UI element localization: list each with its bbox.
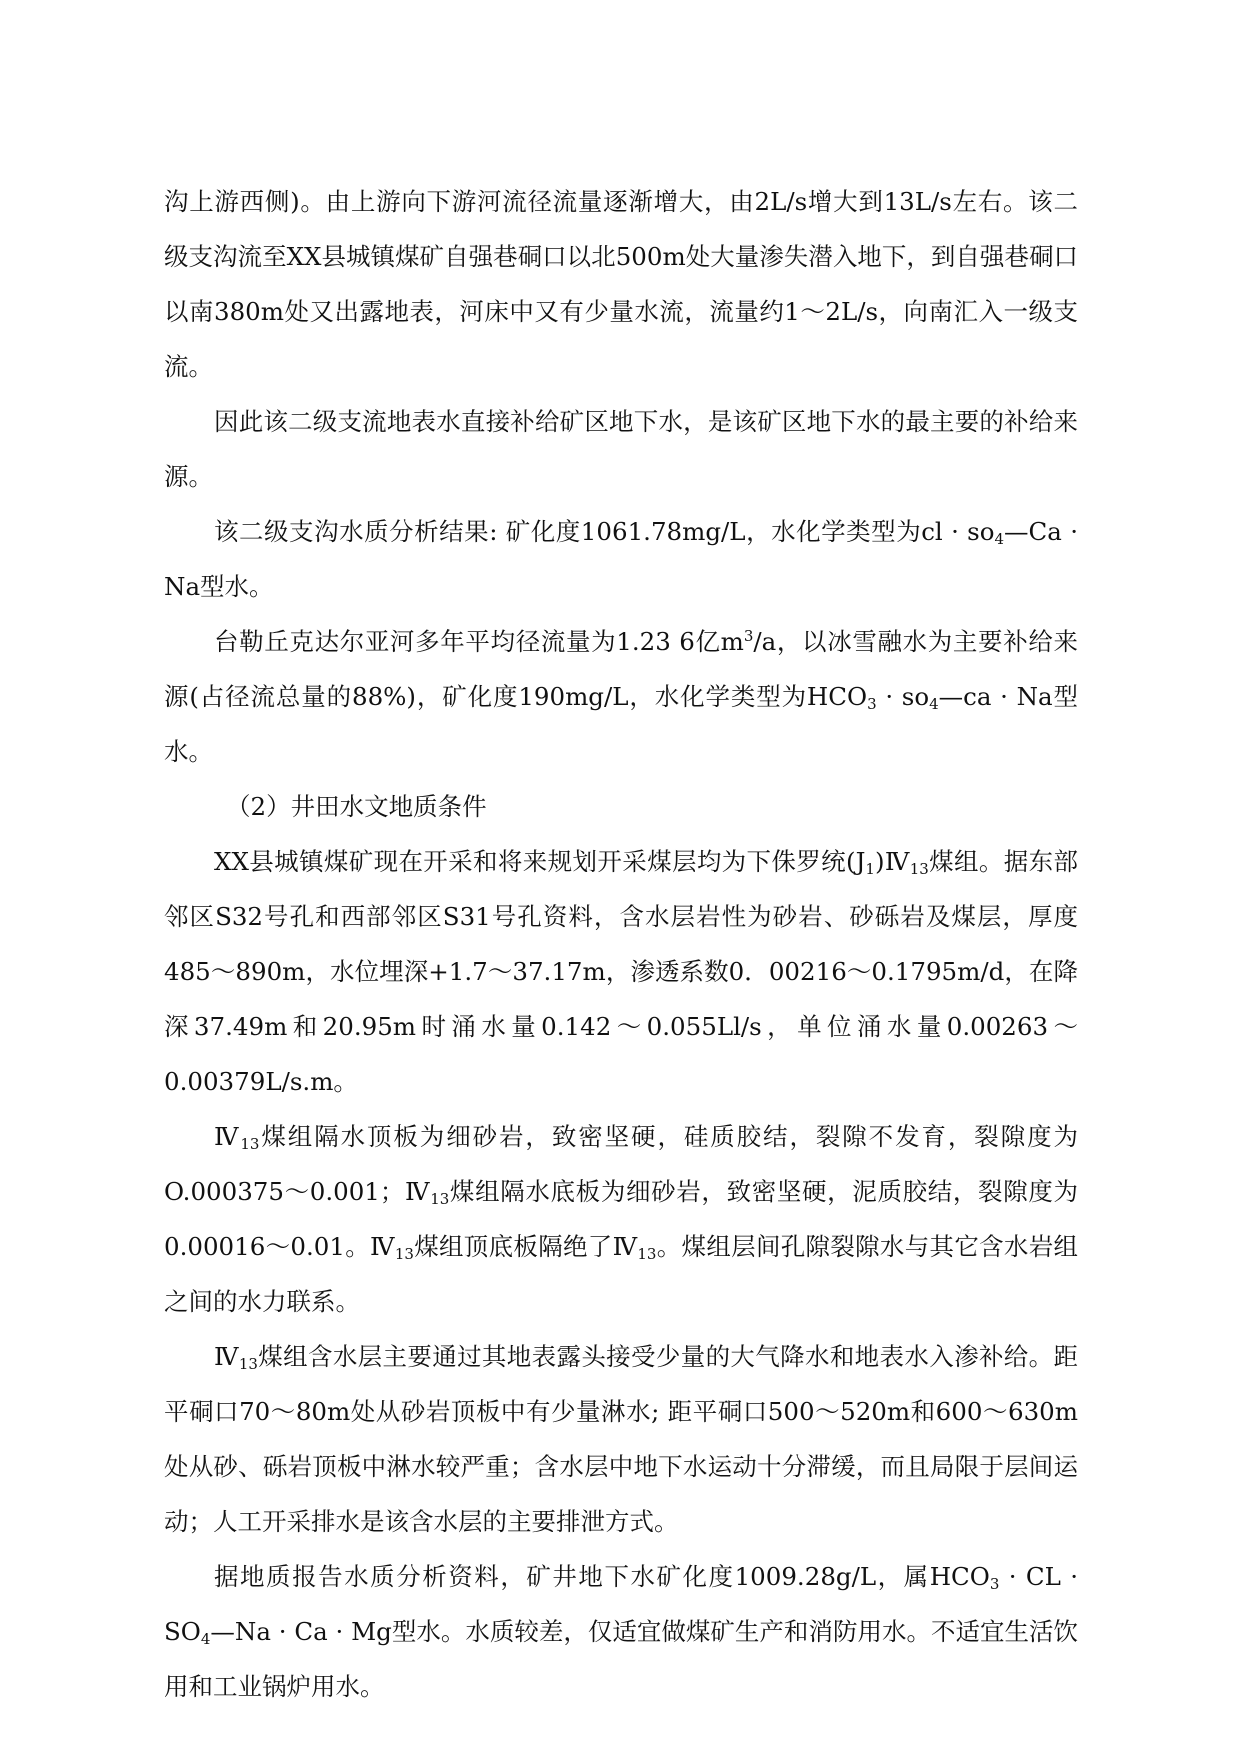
paragraph-6-text: 煤组顶底板隔绝了Ⅳ: [413, 1232, 638, 1261]
subscript: 13: [238, 1355, 258, 1373]
paragraph-6-text: Ⅳ: [214, 1122, 241, 1151]
paragraph-5: [164, 834, 1078, 1109]
paragraph-3-text: 该二级支沟水质分析结果: 矿化度1061.78mg/L，水化学类型为cl · so: [214, 517, 995, 546]
paragraph-4-text: 台勒丘克达尔亚河多年平均径流量为1.23 6亿m: [214, 627, 744, 656]
paragraph-5-text: )Ⅳ: [874, 847, 910, 876]
paragraph-7: [164, 1329, 1078, 1549]
subscript: 3: [989, 1575, 1000, 1593]
subscript: 13: [240, 1135, 260, 1153]
paragraph-4-text: /a，以冰雪融水为主要补给来源(占径流总量的88%)，矿化度190mg/L，水化学类型为HCO: [164, 627, 1078, 711]
paragraph-7-text: 煤组含水层主要通过其地表露头接受少量的大气降水和地表水入渗补给。距平硐口70～80m处从砂岩顶板中有少量淋水; 距平硐口500～520m和600～630m处从砂、砾岩顶板中淋水较严重；含水层中地下水运动十分滞缓，而且局限于层间运动；人工开采排水是该含水层的主要排泄方式。: [164, 1342, 1078, 1536]
document-page: [164, 174, 1078, 1714]
subscript: 13: [909, 860, 929, 878]
paragraph-4-text: · so: [876, 682, 930, 711]
subscript: 4: [929, 695, 939, 713]
subscript: 13: [637, 1245, 657, 1263]
paragraph-1-text: 沟上游西侧)。由上游向下游河流径流量逐渐增大，由2L/s增大到13L/s左右。该二级支沟流至XX县城镇煤矿自强巷硐口以北500m处大量渗失潜入地下，到自强巷硐口以南380m处又出露地表，河床中又有少量水流，流量约1～2L/s，向南汇入一级支流。: [164, 187, 1078, 381]
subscript: 1: [865, 860, 875, 878]
paragraph-3: [164, 504, 1078, 614]
paragraph-6-text: 煤组隔水顶板为细砂岩，致密坚硬，硅质胶结，裂隙不发育，裂隙度为O.000375～0.001；Ⅳ: [164, 1122, 1078, 1206]
paragraph-1: [164, 174, 1078, 394]
superscript: 3: [743, 627, 754, 645]
paragraph-3-text: —Ca · Na型水。: [164, 517, 1078, 601]
paragraph-6: [164, 1109, 1078, 1329]
paragraph-4: [164, 614, 1078, 779]
section-heading: （2）井田水文地质条件: [226, 792, 487, 821]
subscript: 13: [394, 1245, 414, 1263]
subscript: 4: [200, 1630, 211, 1648]
paragraph-7-text: Ⅳ: [214, 1342, 239, 1371]
paragraph-5-text: XX县城镇煤矿现在开采和将来规划开采煤层均为下侏罗统(J: [214, 847, 866, 876]
paragraph-8-text: —Na · Ca · Mg型水。水质较差，仅适宜做煤矿生产和消防用水。不适宜生活饮用和工业锅炉用水。: [164, 1617, 1078, 1701]
paragraph-6-text: 。煤组层间孔隙裂隙水与其它含水岩组之间的水力联系。: [164, 1232, 1079, 1316]
subscript: 3: [867, 695, 877, 713]
paragraph-4-text: —ca · Na型水。: [164, 682, 1078, 766]
subscript: 4: [994, 530, 1005, 548]
paragraph-8: [164, 1549, 1078, 1714]
paragraph-8-text: 据地质报告水质分析资料，矿井地下水矿化度1009.28g/L，属HCO: [214, 1562, 990, 1591]
paragraph-6-text: 煤组隔水底板为细砂岩，致密坚硬，泥质胶结，裂隙度为0.00016～0.01。Ⅳ: [164, 1177, 1078, 1261]
paragraph-8-text: · CL · SO: [164, 1562, 1078, 1646]
paragraph-2-text: 因此该二级支流地表水直接补给矿区地下水，是该矿区地下水的最主要的补给来源。: [164, 407, 1078, 491]
paragraph-5-text: 煤组。据东部邻区S32号孔和西部邻区S31号孔资料，含水层岩性为砂岩、砂砾岩及煤层，厚度485～890m，水位埋深+1.7～37.17m，渗透系数0．00216～0.1795m/d，在降深37.49m和20.95m时涌水量0.142～0.055Ll/s，单位涌水量0.00263～0.00379L/s.m。: [164, 847, 1078, 1096]
subscript: 13: [430, 1190, 450, 1208]
paragraph-2: [164, 394, 1078, 504]
